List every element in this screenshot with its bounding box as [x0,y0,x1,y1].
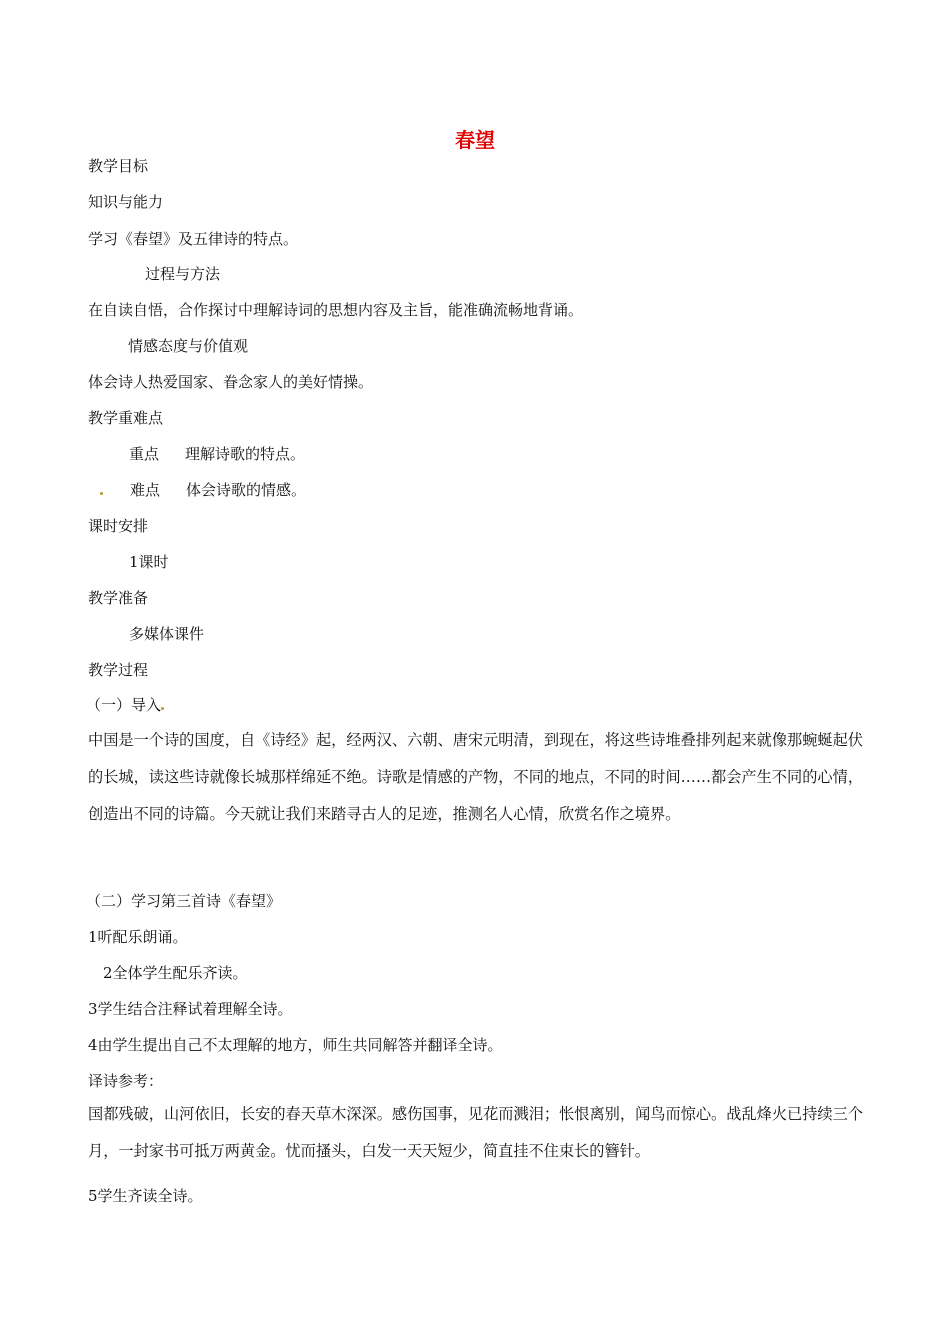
stray-mark-icon [161,707,164,710]
step-5: 5学生齐读全诗。 [88,1187,203,1205]
section-study-heading: （二）学习第三首诗《春望》 [86,892,282,910]
heading-teaching-process: 教学过程 [88,661,149,679]
subheading-emotion-values: 情感态度与价值观 [128,337,249,355]
step-3: 3学生结合注释试着理解全诗。 [88,1000,293,1018]
heading-key-difficult-points: 教学重难点 [88,409,164,427]
heading-schedule: 课时安排 [88,517,149,535]
translation-reference-label: 译诗参考： [88,1072,164,1090]
difficult-point-row [100,480,306,500]
step-4: 4由学生提出自己不太理解的地方，师生共同解答并翻译全诗。 [88,1036,503,1054]
introduction-paragraph: 中国是一个诗的国度，自《诗经》起，经两汉、六朝、唐宋元明清，到现在，将这些诗堆叠排列起来就像那蜿蜒起伏的长城，读这些诗就像长城那样绵延不绝。诗歌是情感的产物，不同的地点，不同的时间……都会产生不同的心情，创造出不同的诗篇。今天就让我们来踏寻古人的足迹，推测名人心情，欣赏名作之境界。 [88,731,863,823]
page-title: 春望 [455,128,495,152]
text-schedule: 1课时 [129,553,169,571]
section-introduction-heading [86,695,164,715]
text-preparation: 多媒体课件 [129,625,205,643]
subheading-knowledge-ability: 知识与能力 [88,193,164,211]
step-2: 2全体学生配乐齐读。 [103,964,248,982]
step-1: 1听配乐朗诵。 [88,928,188,946]
text-process-goal: 在自读自悟，合作探讨中理解诗词的思想内容及主旨，能准确流畅地背诵。 [88,301,584,319]
translation-paragraph: 国都残破，山河依旧，长安的春天草木深深。感伤国事，见花而溅泪；怅恨离别，闻鸟而惊心。战乱烽火已持续三个月，一封家书可抵万两黄金。忧而搔头，白发一天天短少，简直挂不住束长的簪针。 [88,1105,863,1160]
key-point-label: 重点 [129,445,160,463]
subheading-process-method: 过程与方法 [145,265,221,283]
heading-preparation: 教学准备 [88,589,149,607]
difficult-point-label: 难点 [130,481,161,499]
heading-teaching-goals: 教学目标 [88,157,149,175]
stray-mark-icon [100,492,103,495]
key-point-row [129,444,305,464]
difficult-point-text: 体会诗歌的情感。 [186,481,307,499]
text-knowledge-goal: 学习《春望》及五律诗的特点。 [88,230,299,248]
section-introduction-label: （一）导入 [86,696,162,714]
key-point-text: 理解诗歌的特点。 [185,445,306,463]
text-emotion-goal: 体会诗人热爱国家、眷念家人的美好情操。 [88,373,374,391]
